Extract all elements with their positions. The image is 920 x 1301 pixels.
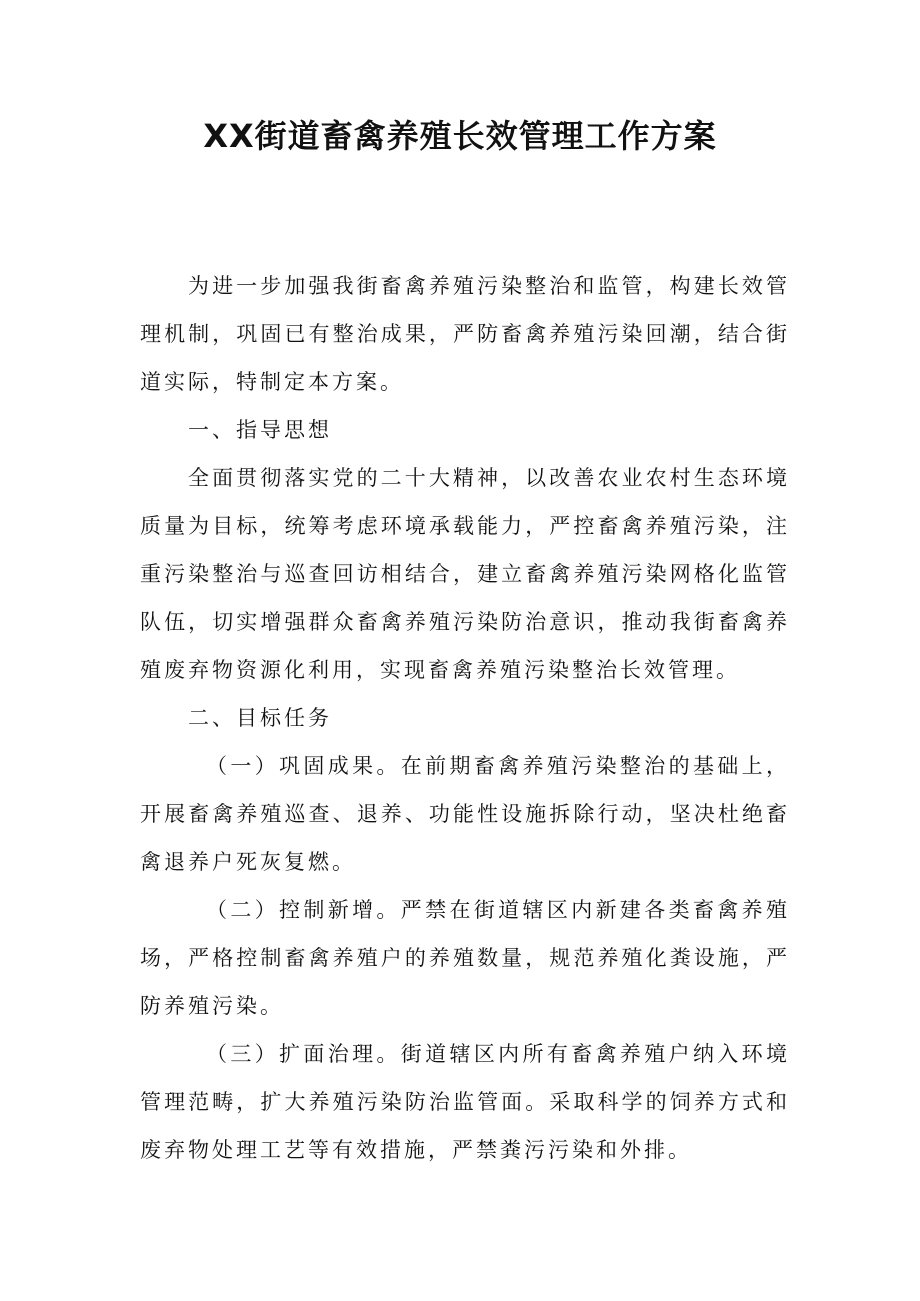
intro-paragraph: 为进一步加强我街畜禽养殖污染整治和监管，构建长效管理机制，巩固已有整治成果，严防畜禽养殖污染回潮，结合街道实际，特制定本方案。 — [140, 274, 790, 394]
guiding-ideology-paragraph: 全面贯彻落实党的二十大精神，以改善农业农村生态环境质量为目标，统筹考虑环境承载能力，严控畜禽养殖污染，注重污染整治与巡查回访相结合，建立畜禽养殖污染网格化监管队伍，切实增强群众畜禽养殖污染防治意识，推动我街畜禽养殖废弃物资源化利用，实现畜禽养殖污染整治长效管理。 — [140, 466, 790, 682]
task-item-expand-governance: （三）扩面治理。街道辖区内所有畜禽养殖户纳入环境管理范畴，扩大养殖污染防治监管面。采取科学的饲养方式和废弃物处理工艺等有效措施，严禁粪污污染和外排。 — [140, 1042, 790, 1162]
section-heading-guiding-ideology: 一、指导思想 — [188, 418, 332, 442]
task-item-control-new: （二）控制新增。严禁在街道辖区内新建各类畜禽养殖场，严格控制畜禽养殖户的养殖数量，规范养殖化粪设施，严防养殖污染。 — [140, 898, 790, 1018]
task-item-consolidate: （一）巩固成果。在前期畜禽养殖污染整治的基础上，开展畜禽养殖巡查、退养、功能性设施拆除行动，坚决杜绝畜禽退养户死灰复燃。 — [140, 754, 790, 874]
document-body — [140, 262, 790, 1174]
document-title: XX街道畜禽养殖长效管理工作方案 — [203, 117, 717, 155]
section-heading-goals-tasks: 二、目标任务 — [188, 706, 332, 730]
